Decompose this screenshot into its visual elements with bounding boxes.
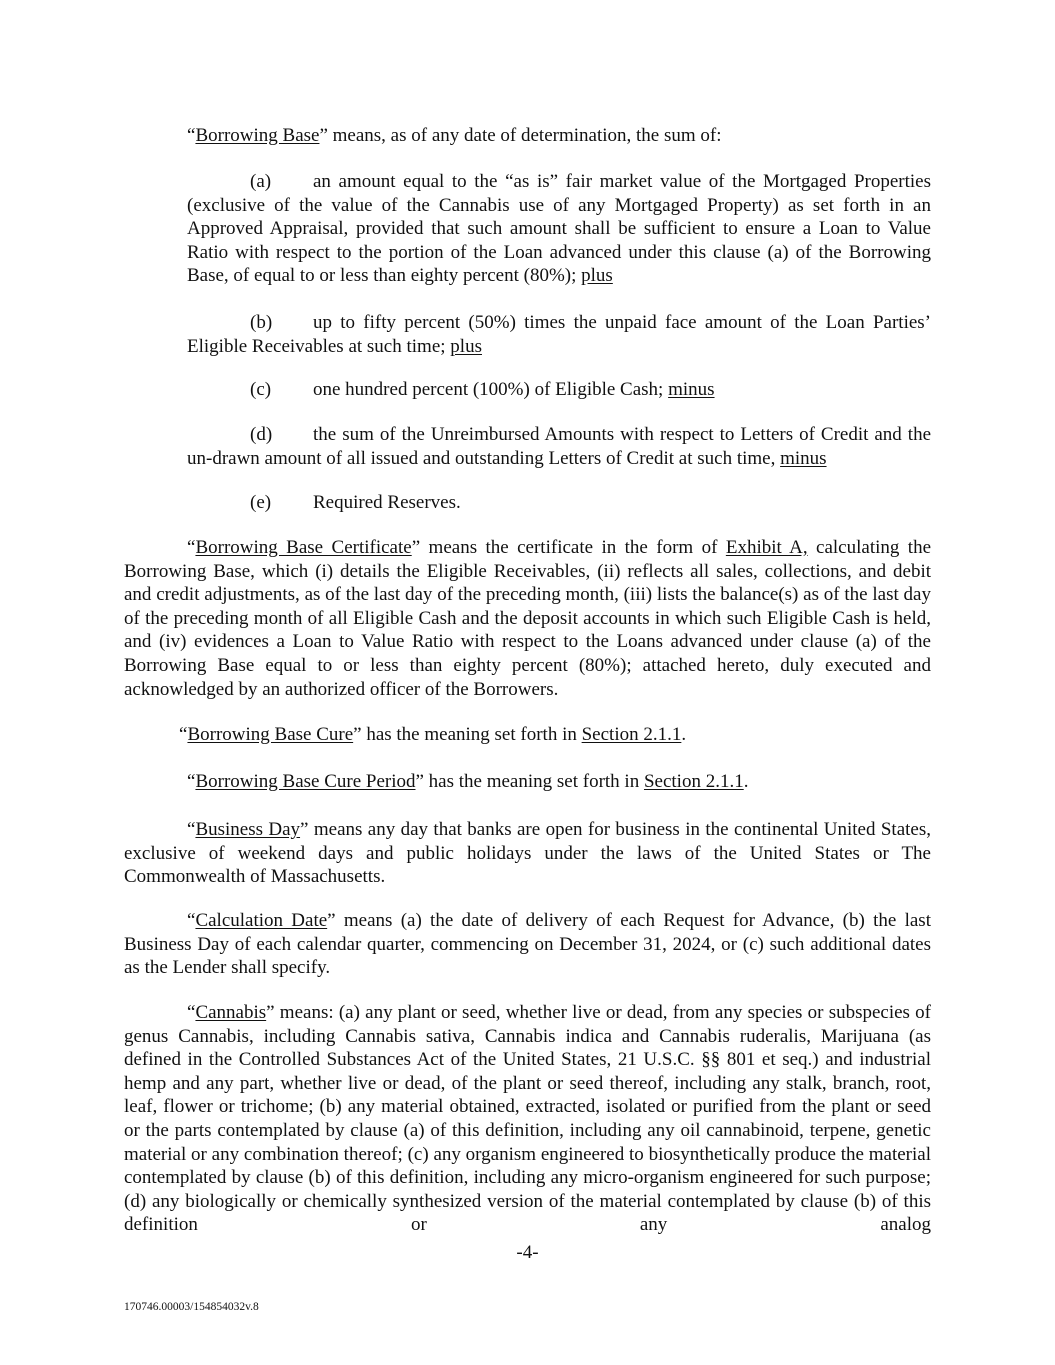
clause-a: (a) an amount equal to the “as is” fair market value of the Mortgaged Properties (exclusive of the value of the Cannabis use of any Mortgaged Property) as set forth in an Approved Appraisal, provided that such amount shall be sufficient to ensure a Loan to Value Ratio with respect to the portion of the Loan advanced under this clause (a) of the Borrowing Base, of equal to or less than eighty percent (80%); plus (187, 171, 931, 287)
cross-reference: Section 2.1.1 (643, 771, 744, 792)
definition-business-day: “Business Day” means any day that banks are open for business in the continental United States, exclusive of weekend days and public holidays under the laws of the United States or The Commonwealth of Massachusetts. (124, 819, 931, 888)
page-number: -4- (516, 1242, 539, 1263)
clause-b: (b) up to fifty percent (50%) times the unpaid face amount of the Loan Parties’ Eligible Receivables at such time; plus (187, 312, 931, 357)
clause-e: (e) Required Reserves. (250, 492, 461, 513)
defined-term: Borrowing Base Certificate (195, 537, 412, 558)
connector: plus (581, 265, 613, 287)
definition-borrowing-base-cure: “Borrowing Base Cure” has the meaning set forth in Section 2.1.1. (179, 724, 687, 745)
clause-d: (d) the sum of the Unreimbursed Amounts with respect to Letters of Credit and the un-drawn amount of all issued and outstanding Letters of Credit at such time, minus (187, 424, 931, 469)
cross-reference: Exhibit A, (725, 537, 808, 558)
defined-term: Business Day (195, 819, 301, 840)
defined-term: Calculation Date (195, 910, 328, 931)
defined-term: Borrowing Base Cure Period (195, 771, 416, 792)
definition-borrowing-base-certificate: “Borrowing Base Certificate” means the certificate in the form of Exhibit A, calculating the Borrowing Base, which (i) details the Eligible Receivables, (ii) reflects all sales, collections, and debit and credit adjustments, as of the last day of the preceding month, (iii) lists the balance(s) as of the last day of the preceding month of all Eligible Cash and the deposit accounts in which such Eligible Cash is held, and (iv) evidences a Loan to Value Ratio with respect to the Loans advanced under clause (a) of the Borrowing Base equal to or less than eighty percent (80%); attached hereto, duly executed and acknowledged by an authorized officer of the Borrowers. (124, 537, 932, 700)
definition-borrowing-base-cure-period: “Borrowing Base Cure Period” has the meaning set forth in Section 2.1.1. (187, 771, 749, 792)
defined-term: Borrowing Base (195, 125, 320, 146)
document-id: 170746.00003/154854032v.8 (124, 1301, 259, 1313)
definition-cannabis: “Cannabis” means: (a) any plant or seed, whether live or dead, from any species or subspecies of genus Cannabis, including Cannabis sativa, Cannabis indica and Cannabis ruderalis, Marijuana (as defined in the Controlled Substances Act of the United States, 21 U.S.C. §§ 801 et seq.) and industrial hemp and any part, whether live or dead, of the plant or seed thereof, including any stalk, branch, root, leaf, flower or trichome; (b) any material obtained, extracted, isolated or purified from the plant or seed or the parts contemplated by clause (a) of this definition, including any oil cannabinoid, terpene, genetic material or any combination thereof; (c) any organism engineered to biosynthetically produce the material contemplated by clause (b) of this definition, including any micro-organism engineered for such purpose; (d) any biologically or chemically synthesized version of the material contemplated by clause (b) of this definition or any analog (124, 1002, 931, 1236)
defined-term: Cannabis (195, 1002, 267, 1023)
connector: plus (450, 335, 482, 357)
connector: minus (668, 379, 715, 400)
cross-reference: Section 2.1.1 (581, 724, 682, 745)
definition-calculation-date: “Calculation Date” means (a) the date of delivery of each Request for Advance, (b) the last Business Day of each calendar quarter, commencing on December 31, 2024, or (c) such additional dates as the Lender shall specify. (124, 910, 931, 979)
definition-borrowing-base: “Borrowing Base” means, as of any date of determination, the sum of: (187, 125, 722, 146)
clause-c: (c) one hundred percent (100%) of Eligible Cash; minus (250, 379, 715, 400)
connector: minus (780, 447, 827, 469)
defined-term: Borrowing Base Cure (187, 724, 354, 745)
